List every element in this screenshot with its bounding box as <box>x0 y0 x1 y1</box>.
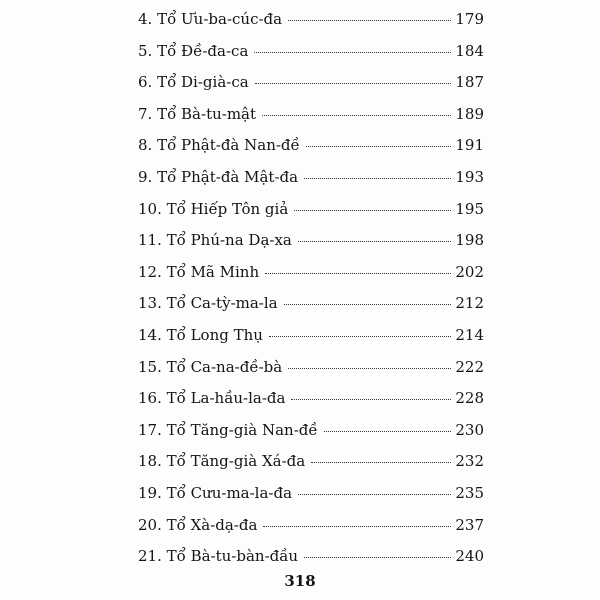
toc-entry-page: 202 <box>455 262 484 281</box>
toc-entry <box>138 415 484 447</box>
toc-entry-title: 12. Tổ Mã Minh <box>138 262 260 281</box>
toc-entry-page: 195 <box>455 199 484 218</box>
toc-entry-page: 214 <box>455 325 484 344</box>
toc-entry <box>138 510 484 542</box>
toc-entry-title: 19. Tổ Cưu-ma-la-đa <box>138 483 293 502</box>
toc-entry <box>138 352 484 384</box>
toc-entry-title: 8. Tổ Phật-đà Nan-đề <box>138 136 300 155</box>
toc-entry-page: 193 <box>455 167 484 186</box>
toc-entry <box>138 130 484 162</box>
toc-entry <box>138 162 484 194</box>
toc-entry-page: 240 <box>455 547 484 566</box>
toc-entry-page: 179 <box>455 10 484 28</box>
toc-entry-title: 6. Tổ Di-già-ca <box>138 73 249 92</box>
toc-entry <box>138 478 484 510</box>
toc-entry-title: 14. Tổ Long Thụ <box>138 325 263 344</box>
toc-entry <box>138 99 484 131</box>
dot-leader <box>324 431 452 432</box>
dot-leader <box>306 146 452 147</box>
toc-entry-page: 189 <box>455 104 484 123</box>
dot-leader <box>304 557 451 558</box>
toc-entry <box>138 225 484 257</box>
toc-entry-title: 7. Tổ Bà-tu-mật <box>138 104 257 123</box>
dot-leader <box>255 83 452 84</box>
dot-leader <box>254 52 451 53</box>
dot-leader <box>265 273 451 274</box>
dot-leader <box>298 241 451 242</box>
dot-leader <box>298 494 451 495</box>
dot-leader <box>288 20 451 21</box>
toc-entry-title: 13. Tổ Ca-tỳ-ma-la <box>138 294 278 313</box>
toc-entry <box>138 383 484 415</box>
toc-entry-page: 237 <box>455 515 484 534</box>
toc-entry <box>138 4 484 36</box>
table-of-contents <box>138 4 484 573</box>
dot-leader <box>263 526 451 527</box>
toc-entry-page: 235 <box>455 483 484 502</box>
toc-entry-title: 11. Tổ Phú-na Dạ-xa <box>138 231 292 250</box>
toc-entry-page: 230 <box>455 420 484 439</box>
toc-entry-title: 17. Tổ Tăng-già Nan-đề <box>138 420 318 439</box>
toc-entry-title: 4. Tổ Ưu-ba-cúc-đa <box>138 10 283 28</box>
dot-leader <box>304 178 451 179</box>
toc-entry-title: 20. Tổ Xà-dạ-đa <box>138 515 258 534</box>
toc-entry-page: 198 <box>455 231 484 250</box>
toc-entry <box>138 194 484 226</box>
toc-entry <box>138 320 484 352</box>
toc-entry-title: 16. Tổ La-hầu-la-đa <box>138 389 286 408</box>
toc-entry-page: 184 <box>455 41 484 60</box>
toc-entry-title: 21. Tổ Bà-tu-bàn-đầu <box>138 547 299 566</box>
dot-leader <box>311 462 451 463</box>
toc-entry <box>138 257 484 289</box>
toc-entry <box>138 541 484 573</box>
dot-leader <box>291 399 451 400</box>
toc-entry-title: 18. Tổ Tăng-già Xá-đa <box>138 452 306 471</box>
dot-leader <box>262 115 451 116</box>
dot-leader <box>294 210 451 211</box>
toc-entry-page: 212 <box>455 294 484 313</box>
toc-entry-title: 9. Tổ Phật-đà Mật-đa <box>138 167 299 186</box>
page-number: 318 <box>284 572 316 590</box>
dot-leader <box>288 368 451 369</box>
toc-entry-title: 15. Tổ Ca-na-đề-bà <box>138 357 283 376</box>
toc-entry <box>138 67 484 99</box>
toc-entry-page: 232 <box>455 452 484 471</box>
toc-entry-page: 228 <box>455 389 484 408</box>
toc-entry <box>138 288 484 320</box>
toc-entry-title: 10. Tổ Hiếp Tôn giả <box>138 199 289 218</box>
toc-entry <box>138 446 484 478</box>
dot-leader <box>284 304 452 305</box>
dot-leader <box>269 336 451 337</box>
toc-entry <box>138 36 484 68</box>
toc-entry-page: 187 <box>455 73 484 92</box>
toc-entry-page: 191 <box>455 136 484 155</box>
toc-entry-page: 222 <box>455 357 484 376</box>
toc-entry-title: 5. Tổ Đề-đa-ca <box>138 41 249 60</box>
